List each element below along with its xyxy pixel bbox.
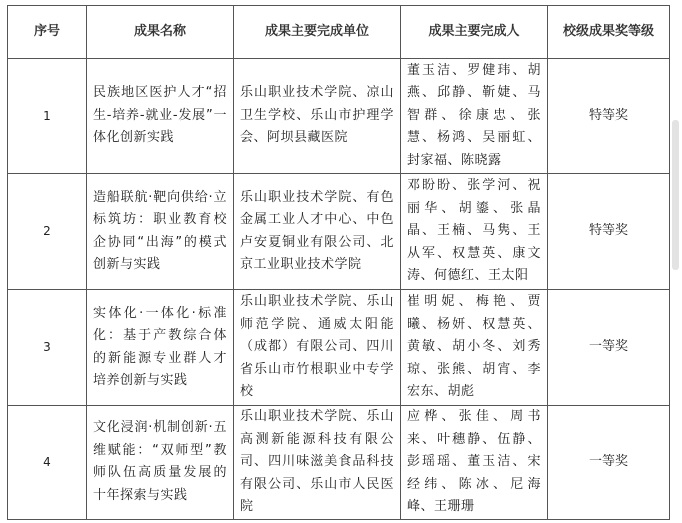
row-name: 实体化·一体化·标准化：基于产教综合体的新能源专业群人才培养创新与实践 <box>87 290 234 406</box>
row-index: 3 <box>8 290 87 406</box>
awards-table-container <box>7 5 669 518</box>
row-units: 乐山职业技术学院、凉山卫生学校、乐山市护理学会、阿坝县藏医院 <box>234 59 401 174</box>
row-index: 2 <box>8 174 87 290</box>
row-award: 特等奖 <box>548 59 670 174</box>
row-index: 1 <box>8 59 87 174</box>
row-award: 特等奖 <box>548 174 670 290</box>
row-award: 一等奖 <box>548 290 670 406</box>
header-people: 成果主要完成人 <box>401 6 548 59</box>
row-name: 民族地区医护人才“招生-培养-就业-发展”一体化创新实践 <box>87 59 234 174</box>
header-index: 序号 <box>8 6 87 59</box>
header-award: 校级成果奖等级 <box>548 6 670 59</box>
row-units: 乐山职业技术学院、有色金属工业人才中心、中色卢安夏铜业有限公司、北京工业职业技术学院 <box>234 174 401 290</box>
table-row <box>8 59 670 174</box>
row-people: 董玉洁、罗健玮、胡燕、邱静、靳婕、马智群、徐康忠、张慧、杨鸿、吴丽虹、封家福、陈晓露 <box>401 59 548 174</box>
row-people: 邓盼盼、张学河、祝丽华、胡鎏、张晶晶、王楠、马隽、王从军、权慧英、康文涛、何德红、王太阳 <box>401 174 548 290</box>
row-name: 文化浸润·机制创新·五维赋能：“双师型”教师队伍高质量发展的十年探索与实践 <box>87 406 234 520</box>
row-name: 造船联航·靶向供给·立标筑坊：职业教育校企协同“出海”的模式创新与实践 <box>87 174 234 290</box>
table-row <box>8 290 670 406</box>
row-people: 崔明妮、梅艳、贾曦、杨妍、权慧英、黄敏、胡小冬、刘秀琼、张熊、胡宵、李宏东、胡彪 <box>401 290 548 406</box>
row-units: 乐山职业技术学院、乐山师范学院、通威太阳能（成都）有限公司、四川省乐山市竹根职业中专学校 <box>234 290 401 406</box>
table-row <box>8 406 670 520</box>
header-units: 成果主要完成单位 <box>234 6 401 59</box>
table-row <box>8 174 670 290</box>
awards-table <box>7 5 670 520</box>
table-header-row <box>8 6 670 59</box>
vertical-scrollbar[interactable] <box>672 120 679 270</box>
row-award: 一等奖 <box>548 406 670 520</box>
row-people: 应桦、张佳、周书来、叶穗静、伍静、彭瑶瑶、董玉洁、宋经纬、陈冰、尼海峰、王珊珊 <box>401 406 548 520</box>
header-name: 成果名称 <box>87 6 234 59</box>
row-units: 乐山职业技术学院、乐山高测新能源科技有限公司、四川味滋美食品科技有限公司、乐山市人民医院 <box>234 406 401 520</box>
row-index: 4 <box>8 406 87 520</box>
